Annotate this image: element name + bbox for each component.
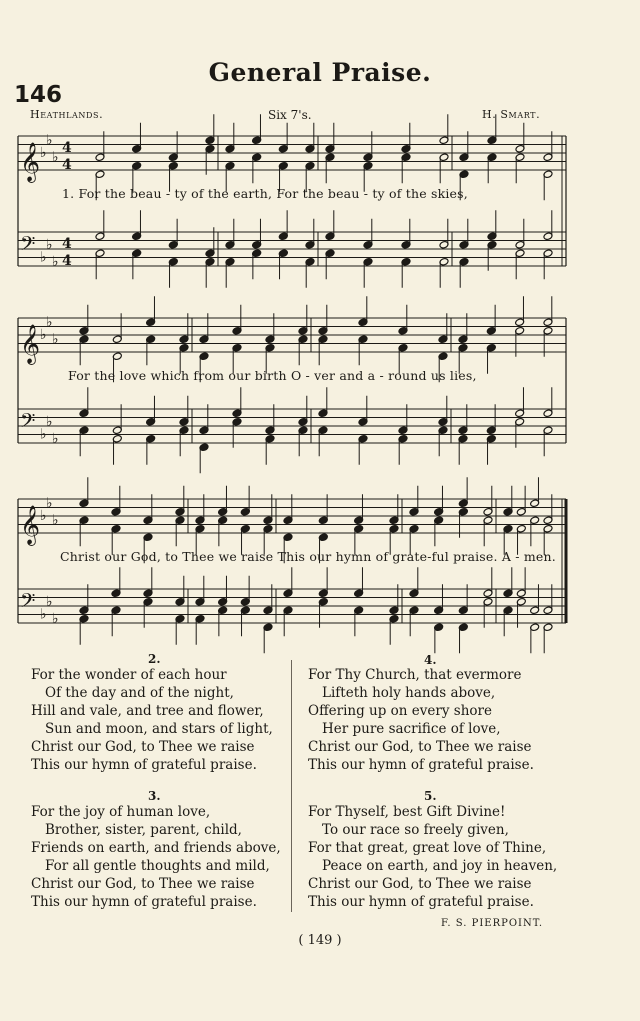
stanza-line: For the joy of human love, <box>31 804 211 820</box>
treble-clef-icon: 𝄞 <box>20 505 41 545</box>
key-signature-flat-icon: ♭ <box>40 606 47 623</box>
stanza-number: 3. <box>148 789 161 803</box>
stanza-line: This our hymn of grateful praise. <box>308 894 534 910</box>
stanza-line: Her pure sacrifice of love, <box>322 721 501 737</box>
bass-clef-icon: 𝄢 <box>20 232 36 261</box>
key-signature-flat-icon: ♭ <box>40 249 47 266</box>
time-signature: 4 <box>62 140 72 156</box>
key-signature-flat-icon: ♭ <box>46 314 53 331</box>
key-signature-flat-icon: ♭ <box>52 149 59 166</box>
hymn-number: 146 <box>14 82 63 108</box>
key-signature-flat-icon: ♭ <box>40 508 47 524</box>
stanza-line: For Thy Church, that evermore <box>308 667 522 683</box>
time-signature: 4 <box>62 157 72 173</box>
hymn-author: F. S. PIERPOINT. <box>441 918 544 929</box>
lyric-line-1: 1. For the beau - ty of the earth, For the beau - ty of the skies, <box>62 186 468 201</box>
stanza-line: Friends on earth, and friends above, <box>31 840 281 856</box>
stanza-line: Christ our God, to Thee we raise <box>31 739 255 755</box>
stanza-line: To our race so freely given, <box>322 822 509 838</box>
key-signature-flat-icon: ♭ <box>52 331 59 348</box>
stanza-line: For that great, great love of Thine, <box>308 840 547 856</box>
time-signature: 4 <box>62 253 72 269</box>
key-signature-flat-icon: ♭ <box>52 430 59 447</box>
bass-clef-icon: 𝄢 <box>20 409 36 438</box>
time-signature: 4 <box>62 236 72 252</box>
page-number: ( 149 ) <box>298 933 342 948</box>
stanza-number: 2. <box>148 652 161 666</box>
stanza-line: This our hymn of grateful praise. <box>31 894 257 910</box>
stanza-line: Christ our God, to Thee we raise <box>308 739 532 755</box>
stanza-line: This our hymn of grateful praise. <box>308 757 534 773</box>
lyric-line-3: Christ our God, to Thee we raise This our hymn of grate-ful praise. A - men. <box>60 549 556 564</box>
stanza-number: 5. <box>424 789 437 803</box>
stanza-line: Sun and moon, and stars of light, <box>45 721 273 737</box>
key-signature-flat-icon: ♭ <box>52 610 59 627</box>
key-signature-flat-icon: ♭ <box>40 145 47 161</box>
stanza-line: Lifteth holy hands above, <box>322 685 496 701</box>
stanza-line: For the wonder of each hour <box>31 667 227 683</box>
stanza-line: Christ our God, to Thee we raise <box>308 876 532 892</box>
stanza-line: Christ our God, to Thee we raise <box>31 876 255 892</box>
treble-clef-icon: 𝄞 <box>20 324 41 364</box>
key-signature-flat-icon: ♭ <box>46 132 53 149</box>
key-signature-flat-icon: ♭ <box>40 327 47 343</box>
key-signature-flat-icon: ♭ <box>46 495 53 512</box>
stanza-line: Of the day and of the night, <box>45 685 234 701</box>
column-divider <box>291 660 292 912</box>
bass-clef-icon: 𝄢 <box>20 589 36 618</box>
treble-clef-icon: 𝄞 <box>20 142 41 182</box>
section-title: General Praise. <box>208 58 432 87</box>
key-signature-flat-icon: ♭ <box>46 236 53 253</box>
stanza-line: This our hymn of grateful praise. <box>31 757 257 773</box>
key-signature-flat-icon: ♭ <box>46 593 53 610</box>
key-signature-flat-icon: ♭ <box>40 426 47 443</box>
meter: Six 7's. <box>268 108 312 122</box>
key-signature-flat-icon: ♭ <box>46 413 53 430</box>
tune-name: Heathlands. <box>30 108 104 121</box>
stanza-line: For all gentle thoughts and mild, <box>45 858 270 874</box>
key-signature-flat-icon: ♭ <box>52 512 59 529</box>
stanza-line: Offering up on every shore <box>308 703 492 719</box>
stanza-line: Peace on earth, and joy in heaven, <box>322 858 558 874</box>
stanza-line: Hill and vale, and tree and flower, <box>31 703 264 719</box>
lyric-line-2: For the love which from our birth O - ver and a - round us lies, <box>68 368 477 383</box>
key-signature-flat-icon: ♭ <box>52 253 59 270</box>
composer: H. Smart. <box>482 108 541 121</box>
stanza-number: 4. <box>424 653 437 667</box>
stanza-line: For Thyself, best Gift Divine! <box>308 804 506 820</box>
stanza-line: Brother, sister, parent, child, <box>45 822 242 838</box>
